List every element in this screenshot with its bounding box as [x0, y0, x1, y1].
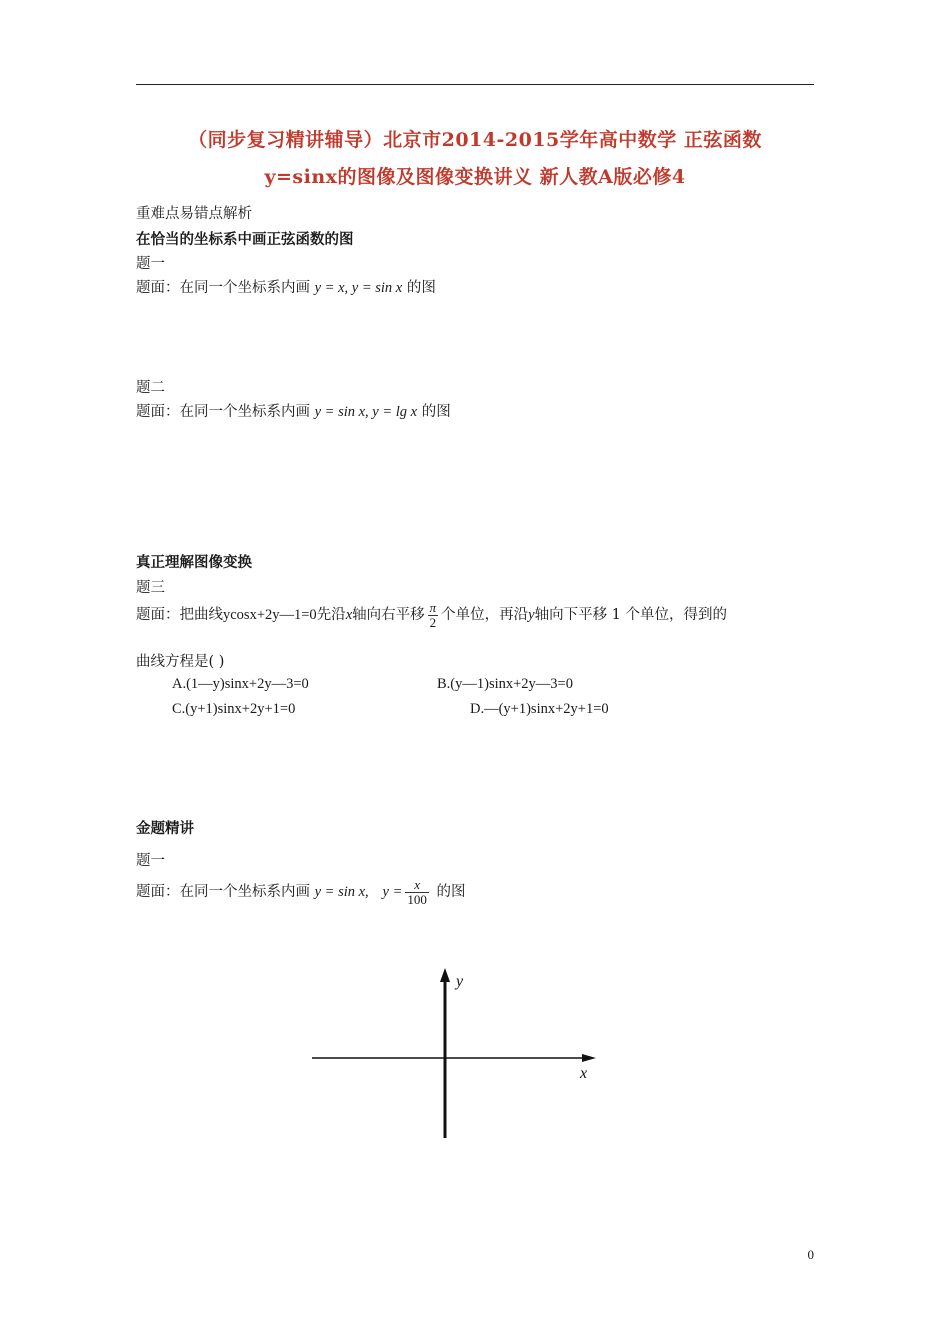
coordinate-axes — [300, 960, 610, 1150]
fraction-x-over-100 — [405, 878, 429, 906]
question-3-axis-y: y — [528, 607, 535, 624]
question-3-line2: 曲线方程是( ) — [136, 654, 225, 670]
question-3-mid1: 先沿 — [316, 607, 346, 624]
fraction-denominator-100: 100 — [407, 891, 427, 907]
question-3-mid3: 个单位，再沿 — [441, 607, 529, 624]
question-1-suffix: 的图 — [406, 280, 436, 296]
question-label-1: 题一 — [136, 256, 165, 272]
fraction-numerator: π — [429, 600, 437, 615]
fraction-pi-over-2 — [428, 601, 439, 629]
question-label-2: 题二 — [136, 380, 165, 396]
page-number: 0 — [807, 1247, 814, 1262]
y-axis-arrow — [440, 968, 450, 982]
x-axis-label: x — [580, 1065, 588, 1082]
section-heading-analysis: 重难点易错点解析 — [136, 206, 252, 222]
question-1-formula: y = x, y = sin x — [314, 280, 403, 296]
question-2-prefix: 题面：在同一个坐标系内画 — [136, 404, 310, 420]
section-heading-lecture: 金题精讲 — [136, 820, 194, 837]
question-3-mid2: 轴向右平移 — [352, 607, 425, 624]
fraction-denominator: 2 — [429, 614, 437, 630]
question-4-formula: y = sin x, — [314, 884, 369, 901]
header-rule — [136, 84, 814, 85]
question-2-suffix: 的图 — [421, 404, 451, 420]
option-a: A.(1—y)sinx+2y—3=0 — [172, 676, 309, 692]
subheading-sine-graph: 在恰当的坐标系中画正弦函数的图 — [136, 231, 354, 248]
question-3-text — [136, 601, 816, 629]
question-3-prefix: 题面：把曲线 — [136, 607, 223, 624]
option-b: B.(y—1)sinx+2y—3=0 — [437, 676, 573, 692]
question-2-text — [136, 400, 451, 421]
section-heading-transform: 真正理解图像变换 — [136, 554, 252, 571]
fraction-numerator-x: x — [405, 878, 429, 893]
question-1-prefix: 题面：在同一个坐标系内画 — [136, 280, 310, 296]
y-axis-label: y — [456, 973, 464, 990]
option-c: C.(y+1)sinx+2y+1=0 — [172, 701, 296, 717]
question-4-suffix: 的图 — [436, 884, 466, 901]
question-label-3: 题三 — [136, 580, 165, 596]
x-axis-arrow — [582, 1054, 596, 1062]
question-4-y: y = — [382, 884, 403, 901]
document-title-line1: （同步复习精讲辅导）北京市2014-2015学年高中数学 正弦函数 — [188, 129, 762, 151]
option-d: D.—(y+1)sinx+2y+1=0 — [470, 701, 609, 717]
question-label-4: 题一 — [136, 853, 165, 869]
question-3-mid4: 轴向下平移 1 个单位，得到的 — [534, 607, 728, 624]
question-1-text — [136, 276, 436, 297]
question-2-formula: y = sin x, y = lg x — [314, 404, 418, 420]
question-4-prefix: 题面：在同一个坐标系内画 — [136, 884, 310, 901]
question-3-curve: ycosx+2y—1=0 — [223, 607, 317, 624]
question-3-axis-x: x — [345, 607, 353, 624]
document-title-line2: y=sinx的图像及图像变换讲义 新人教A版必修4 — [264, 166, 686, 188]
question-4-text — [136, 878, 465, 906]
